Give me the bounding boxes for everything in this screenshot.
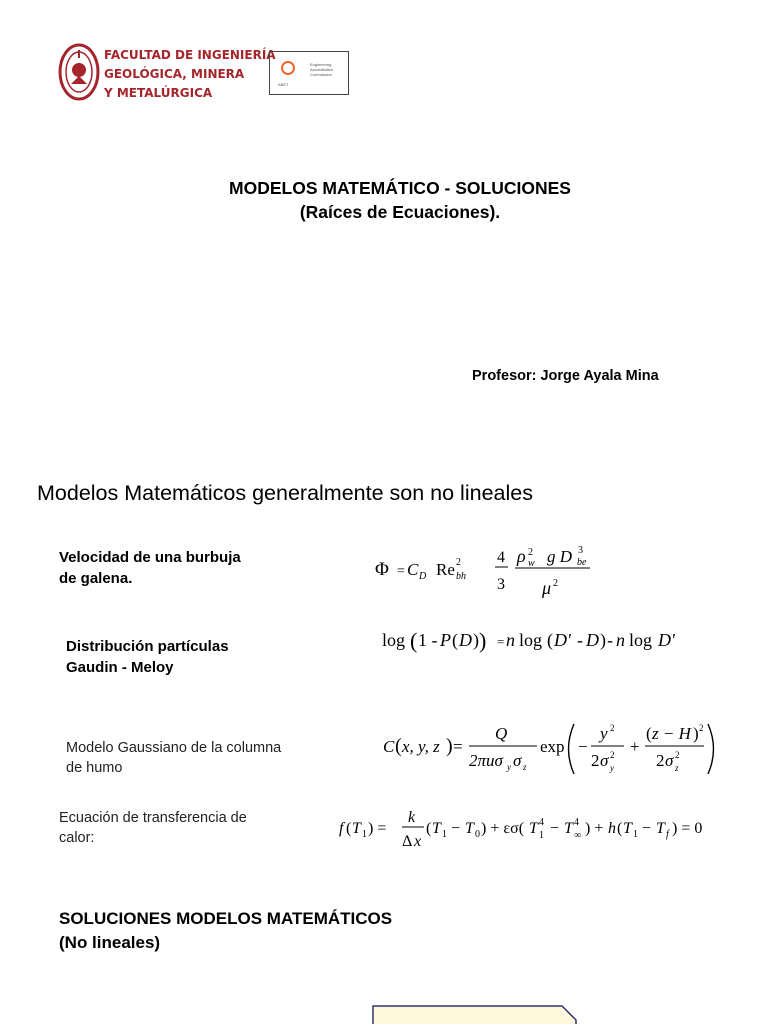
svg-text:4: 4: [539, 817, 544, 828]
svg-text:T: T: [623, 820, 632, 837]
svg-text:σ: σ: [665, 751, 674, 770]
svg-text:1 -: 1 -: [418, 630, 438, 650]
svg-text:f: f: [339, 820, 344, 837]
svg-text:D′: D′: [658, 630, 675, 650]
accreditation-text: [310, 62, 348, 77]
svg-text:exp: exp: [540, 737, 565, 756]
svg-text:) = 0: ) = 0: [672, 820, 703, 837]
svg-text:z: z: [675, 763, 679, 773]
svg-text:n: n: [616, 630, 625, 650]
svg-text:): ): [479, 628, 487, 653]
svg-text:2: 2: [656, 751, 665, 770]
model-label-distribution: [66, 636, 229, 678]
svg-text:y: y: [507, 762, 511, 772]
svg-text:log: log: [629, 630, 653, 650]
title-line2: (Raíces de Ecuaciones).: [299, 202, 501, 222]
model-label-gaussian: [66, 738, 281, 778]
bubble-velocity-equation: [370, 533, 600, 603]
model-label-line2: de galena.: [59, 570, 133, 587]
svg-text:): ): [693, 724, 699, 743]
accreditation-ring-icon: [280, 60, 296, 80]
svg-text:be: be: [577, 557, 587, 568]
svg-text:4: 4: [574, 817, 579, 828]
flowchart-box: [372, 1004, 578, 1024]
professor-name: Profesor: Jorge Ayala Mina: [472, 368, 659, 384]
model-label-line1: Modelo Gaussiano de la columna: [66, 740, 282, 756]
svg-text:z − H: z − H: [652, 724, 691, 743]
svg-text:log: log: [382, 630, 406, 650]
svg-text:(: (: [426, 820, 432, 837]
svg-text:∞: ∞: [574, 830, 582, 841]
svg-text:−: −: [451, 820, 461, 837]
faculty-seal-icon: [57, 42, 101, 102]
svg-text:y: y: [610, 763, 614, 773]
model-label-line2: calor:: [59, 830, 95, 846]
svg-text:σ: σ: [513, 751, 522, 770]
svg-text:) + εσ(: ) + εσ(: [481, 820, 525, 837]
solutions-heading: [59, 907, 392, 955]
svg-text:−: −: [642, 820, 652, 837]
gaussian-plume-equation: [380, 716, 720, 780]
svg-text:0: 0: [475, 829, 480, 840]
svg-text:=: =: [497, 634, 505, 649]
svg-text:D′: D′: [554, 630, 571, 650]
accreditation-line1: Engineering: [310, 62, 332, 67]
svg-text:1: 1: [539, 830, 544, 841]
svg-text:2: 2: [591, 751, 600, 770]
model-label-bubble: [59, 547, 241, 589]
model-label-line1: Distribución partículas: [66, 638, 229, 655]
svg-text:(: (: [395, 735, 402, 757]
faculty-name-line1: FACULTAD DE INGENIERÍA: [104, 48, 276, 62]
accreditation-line3: Commission: [310, 72, 333, 77]
document-title: [100, 176, 700, 224]
svg-text:C: C: [407, 560, 419, 579]
faculty-name-line3: Y METALÚRGICA: [104, 86, 213, 100]
svg-text:Re: Re: [436, 560, 455, 579]
svg-text:4: 4: [497, 549, 505, 566]
svg-text:T: T: [465, 820, 474, 837]
svg-text:y: y: [600, 724, 608, 743]
svg-text:(: (: [617, 820, 623, 837]
svg-text:k: k: [408, 809, 416, 826]
section-heading: Modelos Matemáticos generalmente son no lineales: [37, 481, 533, 505]
svg-text:1: 1: [633, 829, 638, 840]
svg-text:): ): [473, 630, 479, 650]
svg-text:2: 2: [610, 750, 615, 760]
model-label-line2: de humo: [66, 760, 123, 776]
svg-text:D: D: [586, 630, 599, 650]
heat-transfer-equation: [336, 806, 746, 854]
svg-text:n: n: [506, 630, 515, 650]
svg-text:x, y, z: x, y, z: [402, 737, 440, 756]
svg-text:μ: μ: [542, 578, 552, 598]
svg-text:Δ: Δ: [402, 833, 413, 850]
svg-text:2: 2: [699, 723, 704, 733]
svg-text:f: f: [666, 829, 669, 840]
svg-text:=: =: [397, 564, 405, 579]
model-label-line1: Velocidad de una burbuja: [59, 549, 241, 566]
model-label-heat-transfer: [59, 808, 247, 848]
svg-text:(: (: [346, 820, 352, 837]
svg-text:2πuσ: 2πuσ: [469, 751, 503, 770]
svg-text:T: T: [656, 820, 665, 837]
svg-text:D: D: [419, 571, 427, 582]
svg-text:bh: bh: [456, 571, 466, 582]
svg-text:T: T: [432, 820, 441, 837]
faculty-name-line2: GEOLÓGICA, MINERA: [104, 67, 245, 81]
svg-text:ρ: ρ: [517, 546, 526, 566]
svg-text:-: -: [607, 630, 613, 650]
svg-text:w: w: [528, 558, 535, 569]
svg-text:(: (: [452, 630, 458, 650]
model-label-line1: Ecuación de transferencia de: [59, 810, 247, 826]
svg-text:x: x: [414, 833, 422, 850]
svg-text:g D: g D: [547, 547, 573, 566]
svg-text:σ: σ: [600, 751, 609, 770]
svg-text:2: 2: [675, 750, 680, 760]
svg-text:3: 3: [578, 545, 583, 556]
gaudin-meloy-equation: [380, 622, 680, 658]
svg-text:2: 2: [610, 723, 615, 733]
svg-text:z: z: [523, 762, 527, 772]
svg-text:) =: ) =: [368, 820, 387, 837]
svg-text:+: +: [630, 737, 640, 756]
accreditation-logo: [269, 51, 349, 95]
title-line1: MODELOS MATEMÁTICO - SOLUCIONES: [229, 178, 571, 198]
svg-text:T: T: [529, 820, 538, 837]
svg-text:P: P: [440, 630, 451, 650]
svg-text:(: (: [410, 628, 418, 653]
svg-text:T: T: [564, 820, 573, 837]
svg-text:(: (: [547, 630, 553, 650]
svg-text:) +: ) +: [585, 820, 604, 837]
svg-text:1: 1: [442, 829, 447, 840]
svg-text:3: 3: [497, 576, 505, 593]
svg-text:Q: Q: [495, 724, 508, 743]
model-label-line2: Gaudin - Meloy: [66, 659, 174, 676]
svg-text:2: 2: [456, 557, 461, 568]
faculty-logo: [57, 42, 101, 102]
svg-text:h: h: [608, 820, 616, 837]
solutions-line1: SOLUCIONES MODELOS MATEMÁTICOS: [59, 909, 393, 928]
svg-text:−: −: [550, 820, 560, 837]
svg-text:log: log: [519, 630, 543, 650]
svg-text:): ): [446, 735, 453, 757]
svg-text:2: 2: [528, 547, 533, 558]
svg-text:−: −: [578, 737, 588, 756]
solutions-line2: (No lineales): [59, 933, 161, 952]
accreditation-line2: Accreditation: [310, 67, 334, 72]
svg-text:): ): [600, 630, 606, 650]
svg-text:2: 2: [553, 578, 558, 589]
svg-text:C: C: [383, 737, 395, 756]
svg-text:1: 1: [362, 829, 367, 840]
svg-text:(: (: [646, 724, 652, 743]
svg-text:T: T: [352, 820, 361, 837]
svg-text:D: D: [459, 630, 472, 650]
faculty-name: [104, 46, 276, 103]
svg-text:Φ: Φ: [375, 559, 389, 580]
accreditation-caption: ABET: [278, 82, 289, 87]
svg-text:=: =: [453, 737, 463, 756]
svg-text:-: -: [577, 630, 583, 650]
